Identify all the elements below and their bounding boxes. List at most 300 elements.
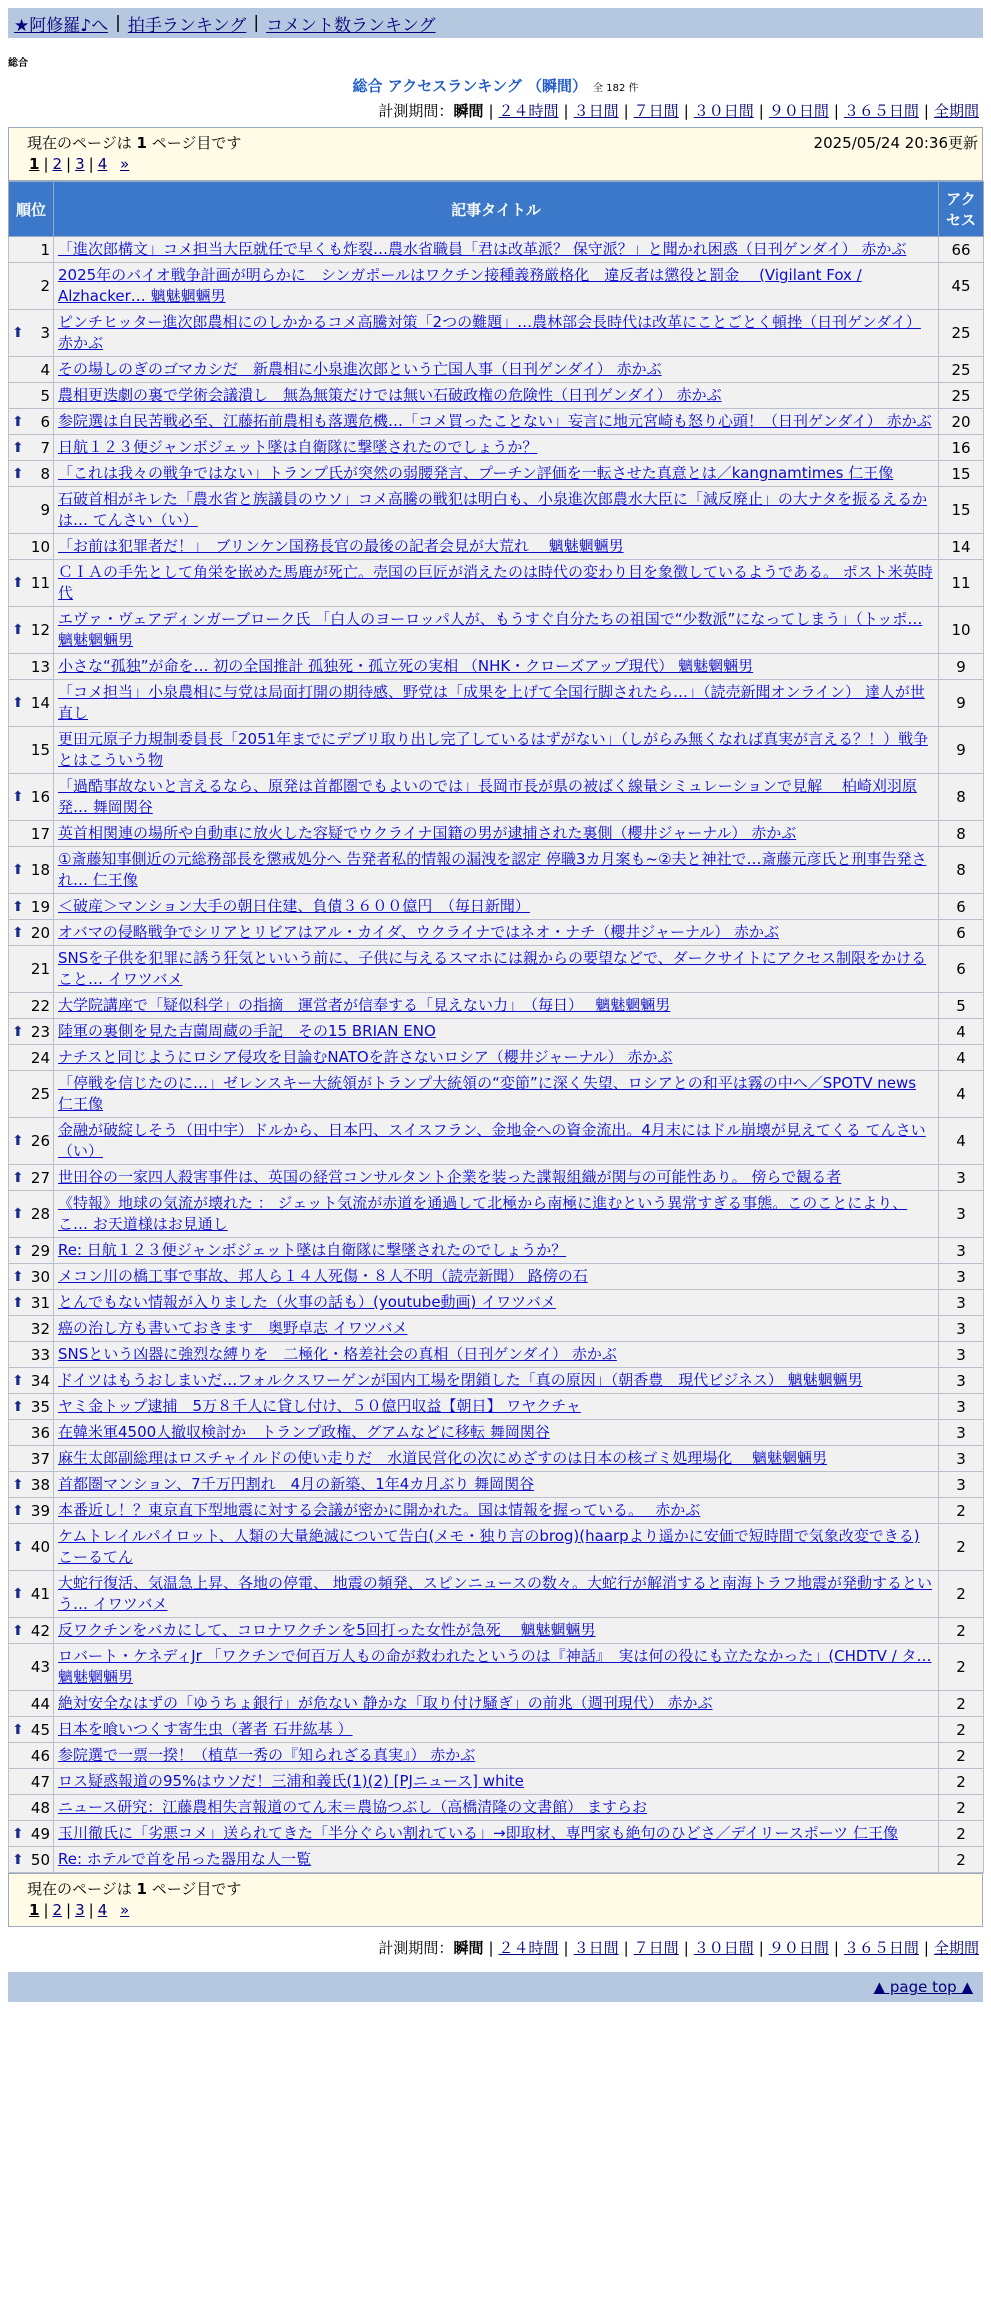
period-30d[interactable]: ３０日間 — [693, 102, 754, 120]
title-cell — [54, 1264, 939, 1290]
table-row — [9, 727, 984, 774]
title-cell — [54, 435, 939, 461]
table-row — [9, 1238, 984, 1264]
rank-cell — [9, 357, 54, 383]
rank-up-arrow-icon: ⬆ — [12, 1294, 24, 1311]
title-cell — [54, 1524, 939, 1571]
title-cell — [54, 1394, 939, 1420]
rank-cell — [9, 461, 54, 487]
pager-page-3[interactable]: 3 — [75, 1901, 85, 1919]
rank-cell — [9, 1045, 54, 1071]
rank-number: 5 — [40, 386, 50, 405]
access-count: 9 — [939, 680, 984, 727]
title-cell — [54, 607, 939, 654]
article-title-link[interactable]: 日航１２３便ジャンボジェット墜は自衛隊に撃墜されたのでしょうか？ — [58, 438, 538, 456]
table-row — [9, 461, 984, 487]
access-count: 2 — [939, 1717, 984, 1743]
period-30d[interactable]: ３０日間 — [693, 1939, 754, 1957]
article-title-link[interactable]: 「お前は犯罪者だ！」 ブリンケン国務長官の最後の記者会見が大荒れ 魑魅魍魎男 — [58, 537, 624, 555]
rank-cell — [9, 1264, 54, 1290]
article-title-link[interactable]: 本番近し！？東京直下型地震に対する会議が密かに開かれた。国は情報を握っている。 赤かぶ — [58, 1501, 701, 1519]
period-all[interactable]: 全期間 — [933, 1939, 979, 1957]
title-cell — [54, 1847, 939, 1873]
rank-cell — [9, 847, 54, 894]
title-cell — [54, 946, 939, 993]
period-365d[interactable]: ３６５日間 — [843, 1939, 919, 1957]
table-row — [9, 1498, 984, 1524]
article-title-link[interactable]: 小さな“孤独”が命を… 初の全国推計 孤独死・孤立死の実相 （NHK・クローズアップ現代） 魑魅魍魎男 — [58, 657, 754, 675]
access-count: 8 — [939, 821, 984, 847]
period-active: 瞬間 — [453, 1939, 484, 1957]
period-all[interactable]: 全期間 — [933, 102, 979, 120]
rank-up-arrow-icon: ⬆ — [12, 413, 24, 430]
top-nav-bar — [8, 8, 983, 38]
table-row — [9, 1316, 984, 1342]
rank-up-arrow-icon: ⬆ — [12, 575, 24, 591]
rank-cell — [9, 727, 54, 774]
access-count: 3 — [939, 1264, 984, 1290]
title-cell — [54, 1769, 939, 1795]
rank-cell — [9, 383, 54, 409]
rank-number: 4 — [40, 360, 50, 379]
access-count: 3 — [939, 1191, 984, 1238]
rank-number: 26 — [30, 1132, 50, 1150]
article-title-link[interactable]: ロバート・ケネディJr 「ワクチンで何百万人もの命が救われたというのは『神話』 実は何の役にも立たなかった」(CHDTV / タ… 魑魅魍魎男 — [58, 1647, 932, 1686]
access-count: 3 — [939, 1394, 984, 1420]
rank-up-arrow-icon: ⬆ — [12, 1825, 24, 1842]
rank-up-arrow-icon: ⬆ — [12, 1206, 24, 1222]
title-cell — [54, 1342, 939, 1368]
rank-cell — [9, 1743, 54, 1769]
article-title-link[interactable]: Re: ホテルで首を吊った器用な人一覧 — [58, 1850, 312, 1868]
rank-number: 14 — [30, 694, 50, 712]
current-page-text: 現在のページは 1 ページ目です — [27, 134, 242, 152]
table-row — [9, 560, 984, 607]
rank-number: 19 — [30, 897, 50, 916]
rank-number: 31 — [30, 1293, 50, 1312]
col-header-title: 記事タイトル — [54, 182, 939, 237]
pager-top: 1 | 2 | 3 | 4 » — [29, 155, 130, 173]
rank-number: 23 — [30, 1022, 50, 1041]
access-count: 3 — [939, 1472, 984, 1498]
table-row — [9, 1118, 984, 1165]
table-row — [9, 357, 984, 383]
title-cell — [54, 263, 939, 310]
rank-number: 43 — [30, 1658, 50, 1676]
access-count: 2 — [939, 1524, 984, 1571]
rank-cell — [9, 1644, 54, 1691]
table-header-row — [9, 182, 984, 237]
access-count: 16 — [939, 435, 984, 461]
article-title-link[interactable]: 農相更迭劇の裏で学術会議潰し 無為無策だけでは無い石破政権の危険性（日刊ゲンダイ） 赤かぶ — [58, 386, 722, 404]
access-count: 2 — [939, 1498, 984, 1524]
access-count: 3 — [939, 1420, 984, 1446]
rank-number: 39 — [30, 1501, 50, 1520]
rank-up-arrow-icon: ⬆ — [12, 1372, 24, 1389]
rank-number: 46 — [30, 1746, 50, 1765]
rank-number: 38 — [30, 1475, 50, 1494]
article-title-link[interactable]: 陸軍の裏側を見た吉薗周蔵の手記 その15 BRIAN ENO — [58, 1022, 436, 1040]
access-count: 20 — [939, 409, 984, 435]
table-row — [9, 1821, 984, 1847]
table-row — [9, 1394, 984, 1420]
rank-cell — [9, 310, 54, 357]
access-count: 2 — [939, 1618, 984, 1644]
rank-cell — [9, 1238, 54, 1264]
table-row — [9, 1717, 984, 1743]
rank-up-arrow-icon: ⬆ — [12, 1398, 24, 1415]
article-title-link[interactable]: ＜破産＞マンション大手の朝日住建、負債３６００億円 （毎日新聞） — [58, 897, 530, 915]
period-90d[interactable]: ９０日間 — [768, 1939, 829, 1957]
rank-up-arrow-icon: ⬆ — [12, 924, 24, 941]
rank-cell — [9, 1165, 54, 1191]
rank-up-arrow-icon: ⬆ — [12, 1169, 24, 1186]
access-count: 2 — [939, 1571, 984, 1618]
rank-number: 8 — [40, 464, 50, 483]
pager-page-1: 1 — [29, 1901, 40, 1919]
rank-number: 28 — [30, 1205, 50, 1223]
table-row — [9, 1571, 984, 1618]
rank-number: 29 — [30, 1241, 50, 1260]
title-cell — [54, 1191, 939, 1238]
article-title-link[interactable]: ナチスと同じようにロシア侵攻を目論むNATOを許さないロシア（櫻井ジャーナル） 赤かぶ — [58, 1048, 673, 1066]
period-active: 瞬間 — [453, 102, 484, 120]
period-3d[interactable]: ３日間 — [573, 1939, 619, 1957]
title-cell — [54, 560, 939, 607]
table-row — [9, 774, 984, 821]
title-cell — [54, 1691, 939, 1717]
rank-cell — [9, 1368, 54, 1394]
rank-up-arrow-icon: ⬆ — [12, 1502, 24, 1519]
rank-number: 50 — [30, 1850, 50, 1869]
table-row — [9, 1019, 984, 1045]
article-title-link[interactable]: 玉川徹氏に「劣悪コメ」送られてきた「半分ぐらい割れている」→即取材、専門家も絶句のひどさ／デイリースポーツ 仁王像 — [58, 1824, 898, 1842]
rank-up-arrow-icon: ⬆ — [12, 1476, 24, 1493]
pager-page-1: 1 — [29, 155, 40, 173]
period-7d[interactable]: ７日間 — [633, 102, 679, 120]
rank-cell — [9, 774, 54, 821]
category-label: 総合 — [8, 58, 28, 69]
table-row — [9, 409, 984, 435]
article-title-link[interactable]: 絶対安全なはずの「ゆうちょ銀行」が危ない 静かな「取り付け騒ぎ」の前兆（週刊現代） 赤かぶ — [58, 1694, 713, 1712]
table-row — [9, 534, 984, 560]
table-row — [9, 1446, 984, 1472]
article-title-link[interactable]: Re: 日航１２３便ジャンボジェット墜は自衛隊に撃墜されたのでしょうか？ — [58, 1241, 567, 1259]
rank-cell — [9, 1524, 54, 1571]
article-title-link[interactable]: 癌の治し方も書いておきます 奥野卓志 イワツバメ — [58, 1319, 408, 1337]
rank-cell — [9, 654, 54, 680]
article-title-link[interactable]: 在韓米軍4500人撤収検討か トランプ政権、グアムなどに移転 舞岡関谷 — [58, 1423, 550, 1441]
table-row — [9, 1795, 984, 1821]
table-row — [9, 920, 984, 946]
pager-bottom: 1 | 2 | 3 | 4 » — [29, 1901, 130, 1919]
period-365d[interactable]: ３６５日間 — [843, 102, 919, 120]
table-row — [9, 237, 984, 263]
updated-timestamp: 2025/05/24 20:36更新 — [813, 134, 978, 152]
title-cell — [54, 310, 939, 357]
article-title-link[interactable]: 石破首相がキレた「農水省と族議員のウソ」コメ高騰の戦犯は明白も、小泉進次郎農水大臣に「減反廃止」の大ナタを振るえるかは… てんさい（い） — [58, 490, 928, 529]
page-top-link[interactable]: ▲ page top ▲ — [873, 1978, 973, 1996]
access-count: 3 — [939, 1316, 984, 1342]
table-row — [9, 1420, 984, 1446]
page-title — [0, 75, 991, 96]
rank-cell — [9, 1769, 54, 1795]
table-row — [9, 821, 984, 847]
col-header-access: アクセス — [939, 182, 984, 237]
table-row — [9, 383, 984, 409]
access-count: 14 — [939, 534, 984, 560]
access-count: 4 — [939, 1019, 984, 1045]
rank-cell — [9, 534, 54, 560]
rank-up-arrow-icon: ⬆ — [12, 1586, 24, 1602]
rank-number: 34 — [30, 1371, 50, 1390]
rank-cell — [9, 1316, 54, 1342]
nav-link-comment-ranking[interactable]: コメント数ランキング — [266, 15, 436, 36]
article-title-link[interactable]: オバマの侵略戦争でシリアとリビアはアル・カイダ、ウクライナではネオ・ナチ（櫻井ジャーナル） 赤かぶ — [58, 923, 780, 941]
article-title-link[interactable]: ピンチヒッター進次郎農相にのしかかるコメ高騰対策「2つの難題」…農林部会長時代は改革にことごとく頓挫（日刊ゲンダイ） 赤かぶ — [58, 313, 921, 352]
access-count: 9 — [939, 654, 984, 680]
access-count: 3 — [939, 1165, 984, 1191]
access-count: 3 — [939, 1238, 984, 1264]
title-cell — [54, 993, 939, 1019]
access-count: 8 — [939, 774, 984, 821]
period-24h[interactable]: ２４時間 — [498, 102, 559, 120]
rank-number: 37 — [30, 1449, 50, 1468]
bottom-bar — [8, 1972, 983, 2002]
period-24h[interactable]: ２４時間 — [498, 1939, 559, 1957]
article-title-link[interactable]: 《特報》地球の気流が壊れた ： ジェット気流が赤道を通過して北極から南極に進むという異常すぎる事態。このことにより、こ… お天道様はお見通し — [58, 1194, 908, 1233]
rank-cell — [9, 920, 54, 946]
title-cell — [54, 1290, 939, 1316]
article-title-link[interactable]: 更田元原子力規制委員長「2051年までにデブリ取り出し完了しているはずがない」（しがらみ無くなれば真実が言える？！）戦争とはこういう物 — [58, 730, 929, 769]
current-page-text-bottom: 現在のページは 1 ページ目です — [27, 1880, 242, 1898]
rank-cell — [9, 1446, 54, 1472]
rank-up-arrow-icon: ⬆ — [12, 1851, 24, 1868]
table-row — [9, 1743, 984, 1769]
article-title-link[interactable]: ヤミ金トップ逮捕 5万８千人に貸し付け、５０億円収益【朝日】 ワヤクチャ — [58, 1397, 581, 1415]
article-title-link[interactable]: メコン川の橋工事で事故、邦人ら１４人死傷・８人不明（読売新聞） 路傍の石 — [58, 1267, 588, 1285]
access-count: 9 — [939, 727, 984, 774]
article-title-link[interactable]: ①斎藤知事側近の元総務部長を懲戒処分へ 告発者私的情報の漏洩を認定 停職3カ月案も~②夫と神社で…斎藤元彦氏と刑事告発され… 仁王像 — [58, 850, 927, 889]
pager-next[interactable]: » — [120, 155, 130, 173]
article-title-link[interactable]: エヴァ・ヴェアディンガーブローク氏 「白人のヨーロッパ人が、もうすぐ自分たちの祖国で“少数派”になってしまう」（トッポ… 魑魅魍魎男 — [58, 610, 923, 649]
rank-cell — [9, 1618, 54, 1644]
article-title-link[interactable]: ドイツはもうおしまいだ…フォルクスワーゲンが国内工場を閉鎖した「真の原因」（朝香豊 現代ビジネス） 魑魅魍魎男 — [58, 1371, 863, 1389]
title-cell — [54, 409, 939, 435]
table-row — [9, 680, 984, 727]
article-title-link[interactable]: 参院選で一票一揆！（植草一秀の『知られざる真実』） 赤かぶ — [58, 1746, 476, 1764]
rank-number: 48 — [30, 1798, 50, 1817]
article-title-link[interactable]: ＣＩＡの手先として角栄を嵌めた馬鹿が死亡。売国の巨匠が消えたのは時代の変わり目を象徴しているようである。 ポスト米英時代 — [58, 563, 933, 602]
title-cell — [54, 1316, 939, 1342]
pager-next[interactable]: » — [120, 1901, 130, 1919]
article-title-link[interactable]: その場しのぎのゴマカシだ 新農相に小泉進次郎という亡国人事（日刊ゲンダイ） 赤かぶ — [58, 360, 662, 378]
access-count: 2 — [939, 1769, 984, 1795]
access-count: 15 — [939, 487, 984, 534]
article-title-link[interactable]: SNSを子供を犯罪に誘う狂気といいう前に、子供に与えるスマホには親からの要望などで、ダークサイトにアクセス制限をかけること… イワツバメ — [58, 949, 927, 988]
table-row — [9, 1368, 984, 1394]
article-title-link[interactable]: ニュース研究：江藤農相失言報道のてん末＝農協つぶし（高橋清隆の文書館） ますらお — [58, 1798, 648, 1816]
article-title-link[interactable]: ケムトレイルパイロット、人類の大量絶滅について告白(メモ・独り言のbrog)(haarpより遥かに安価で短時間で気象改変できる) こーるてん — [58, 1527, 920, 1566]
article-title-link[interactable]: 「停戦を信じたのに…」ゼレンスキー大統領がトランプ大統領の“変節”に深く失望、ロシアとの和平は霧の中へ／SPOTV news 仁王像 — [58, 1074, 917, 1113]
rank-number: 1 — [40, 240, 50, 259]
access-count: 3 — [939, 1446, 984, 1472]
article-title-link[interactable]: とんでもない情報が入りました（火事の話も）(youtube動画) イワツバメ — [58, 1293, 556, 1311]
access-count: 25 — [939, 357, 984, 383]
rank-number: 9 — [40, 501, 50, 519]
title-cell — [54, 1743, 939, 1769]
rank-number: 3 — [40, 324, 50, 342]
rank-cell — [9, 1394, 54, 1420]
page-title-text: 総合 アクセスランキング （瞬間） — [352, 77, 588, 95]
access-count: 8 — [939, 847, 984, 894]
rank-up-arrow-icon: ⬆ — [12, 1268, 24, 1285]
title-cell — [54, 1368, 939, 1394]
rank-cell — [9, 1498, 54, 1524]
title-cell — [54, 1446, 939, 1472]
period-3d[interactable]: ３日間 — [573, 102, 619, 120]
rank-number: 18 — [30, 861, 50, 879]
pager-page-4[interactable]: 4 — [97, 155, 108, 173]
rank-number: 20 — [30, 923, 50, 942]
table-row — [9, 847, 984, 894]
table-row — [9, 1618, 984, 1644]
rank-number: 45 — [30, 1720, 50, 1739]
title-cell — [54, 774, 939, 821]
article-title-link[interactable]: 首都圏マンション、7千万円割れ 4月の新築、1年4カ月ぶり 舞岡関谷 — [58, 1475, 535, 1493]
title-cell — [54, 847, 939, 894]
table-row — [9, 894, 984, 920]
table-row — [9, 1472, 984, 1498]
rank-number: 21 — [30, 960, 50, 978]
total-count: 全 182 件 — [593, 83, 639, 94]
rank-up-arrow-icon: ⬆ — [12, 1539, 24, 1555]
access-count: 45 — [939, 263, 984, 310]
rank-cell — [9, 1821, 54, 1847]
table-row — [9, 487, 984, 534]
pager-page-2[interactable]: 2 — [52, 155, 63, 173]
rank-cell — [9, 263, 54, 310]
article-title-link[interactable]: 参院選は自民苦戦必至、江藤拓前農相も落選危機…「コメ買ったことない」妄言に地元宮崎も怒り心頭！（日刊ゲンダイ） 赤かぶ — [58, 412, 932, 430]
rank-cell — [9, 821, 54, 847]
article-title-link[interactable]: 大蛇行復活、気温急上昇、各地の停電、 地震の頻発、スピンニュースの数々。大蛇行が解消すると南海トラフ地震が発動するという… イワツバメ — [58, 1574, 933, 1613]
rank-number: 25 — [30, 1085, 50, 1103]
access-count: 3 — [939, 1342, 984, 1368]
table-row — [9, 607, 984, 654]
article-title-link[interactable]: 「進次郎構文」コメ担当大臣就任で早くも炸裂…農水省職員「君は改革派？ 保守派？」と聞かれ困惑（日刊ゲンダイ） 赤かぶ — [58, 240, 907, 258]
article-title-link[interactable]: 「過酷事故ないと言えるなら、原発は首都圏でもよいのでは」長岡市長が県の被ばく線量シミュレーションで見解 柏崎刈羽原発… 舞岡関谷 — [58, 777, 917, 816]
rank-number: 16 — [30, 788, 50, 806]
title-cell — [54, 920, 939, 946]
article-title-link[interactable]: 世田谷の一家四人殺害事件は、英国の経営コンサルタント企業を装った諜報組織が関与の可能性あり。 傍らで観る者 — [58, 1168, 842, 1186]
article-title-link[interactable]: 大学院講座で「疑似科学」の指摘 運営者が信奉する「見えない力」 （毎日） 魑魅魍魎男 — [58, 996, 671, 1014]
page-info-bottom — [8, 1873, 983, 1927]
article-title-link[interactable]: 「これは我々の戦争ではない」トランプ氏が突然の弱腰発言、プーチン評価を一転させた真意とは／kangnamtimes 仁王像 — [58, 464, 894, 482]
article-title-link[interactable]: SNSという凶器に強烈な縛りを 二極化・格差社会の真相（日刊ゲンダイ） 赤かぶ — [58, 1345, 617, 1363]
rank-cell — [9, 1691, 54, 1717]
rank-cell — [9, 993, 54, 1019]
nav-separator: | — [253, 13, 260, 33]
table-row — [9, 1290, 984, 1316]
rank-up-arrow-icon: ⬆ — [12, 1133, 24, 1149]
rank-cell — [9, 1420, 54, 1446]
article-title-link[interactable]: 金融が破綻しそう（田中宇）ドルから、日本円、スイスフラン、金地金への資金流出。4月末にはドル崩壊が見えてくる てんさい（い） — [58, 1121, 926, 1160]
access-count: 2 — [939, 1691, 984, 1717]
period-7d[interactable]: ７日間 — [633, 1939, 679, 1957]
access-count: 25 — [939, 383, 984, 409]
title-cell — [54, 357, 939, 383]
title-cell — [54, 727, 939, 774]
rank-cell — [9, 1191, 54, 1238]
article-title-link[interactable]: ロス疑惑報道の95%はウソだ！三浦和義氏(1)(2) [PJニュース] white — [58, 1772, 524, 1790]
table-row — [9, 1191, 984, 1238]
rank-number: 30 — [30, 1267, 50, 1286]
article-title-link[interactable]: 「コメ担当」小泉農相に与党は局面打開の期待感、野党は「成果を上げて全国行脚されたら…」（読売新聞オンライン） 達人が世直し — [58, 683, 925, 722]
pager-page-4[interactable]: 4 — [97, 1901, 108, 1919]
article-title-link[interactable]: 2025年のバイオ戦争計画が明らかに シンガポールはワクチン接種義務厳格化 違反者は懲役と罰金 (Vigilant Fox / Alzhacker… 魑魅魍魎男 — [58, 266, 862, 305]
page-info-top — [8, 127, 983, 181]
rank-up-arrow-icon: ⬆ — [12, 695, 24, 711]
access-count: 3 — [939, 1368, 984, 1394]
table-row — [9, 1045, 984, 1071]
title-cell — [54, 654, 939, 680]
table-row — [9, 310, 984, 357]
nav-separator: | — [115, 13, 121, 33]
rank-cell — [9, 1071, 54, 1118]
title-cell — [54, 1821, 939, 1847]
pager-page-3[interactable]: 3 — [75, 155, 85, 173]
article-title-link[interactable]: 日本を喰いつくす寄生虫（著者 石井紘基 ） — [58, 1720, 353, 1738]
rank-up-arrow-icon: ⬆ — [12, 862, 24, 878]
nav-link-applause-ranking[interactable]: 拍手ランキング — [127, 15, 247, 36]
access-count: 11 — [939, 560, 984, 607]
pager-page-2[interactable]: 2 — [52, 1901, 63, 1919]
rank-cell — [9, 607, 54, 654]
rank-cell — [9, 1795, 54, 1821]
rank-number: 2 — [40, 277, 50, 295]
access-count: 4 — [939, 1045, 984, 1071]
rank-number: 24 — [30, 1048, 50, 1067]
table-row — [9, 654, 984, 680]
rank-number: 42 — [30, 1621, 50, 1640]
article-title-link[interactable]: 麻生太郎副総理はロスチャイルドの使い走りだ 水道民営化の次にめざすのは日本の核ゴミ処理場化 魑魅魍魎男 — [58, 1449, 828, 1467]
title-cell — [54, 1118, 939, 1165]
rank-number: 33 — [30, 1345, 50, 1364]
rank-number: 44 — [30, 1694, 50, 1713]
period-90d[interactable]: ９０日間 — [768, 102, 829, 120]
article-title-link[interactable]: 英首相関連の場所や自動車に放火した容疑でウクライナ国籍の男が逮捕された裏側（櫻井ジャーナル） 赤かぶ — [58, 824, 797, 842]
rank-number: 17 — [30, 824, 50, 843]
title-cell — [54, 1420, 939, 1446]
access-count: 5 — [939, 993, 984, 1019]
title-cell — [54, 1165, 939, 1191]
title-cell — [54, 1045, 939, 1071]
period-label: 計測期間： — [378, 102, 454, 120]
access-count: 2 — [939, 1644, 984, 1691]
title-cell — [54, 1795, 939, 1821]
rank-number: 11 — [30, 574, 50, 592]
title-cell — [54, 1717, 939, 1743]
article-title-link[interactable]: 反ワクチンをバカにして、コロナワクチンを5回打った女性が急死 魑魅魍魎男 — [58, 1621, 596, 1639]
nav-link-asyura[interactable]: ★阿修羅♪へ — [14, 15, 109, 36]
access-count: 3 — [939, 1290, 984, 1316]
rank-cell — [9, 894, 54, 920]
title-cell — [54, 1472, 939, 1498]
table-row — [9, 1769, 984, 1795]
rank-cell — [9, 435, 54, 461]
rank-up-arrow-icon: ⬆ — [12, 465, 24, 482]
rank-cell — [9, 1472, 54, 1498]
